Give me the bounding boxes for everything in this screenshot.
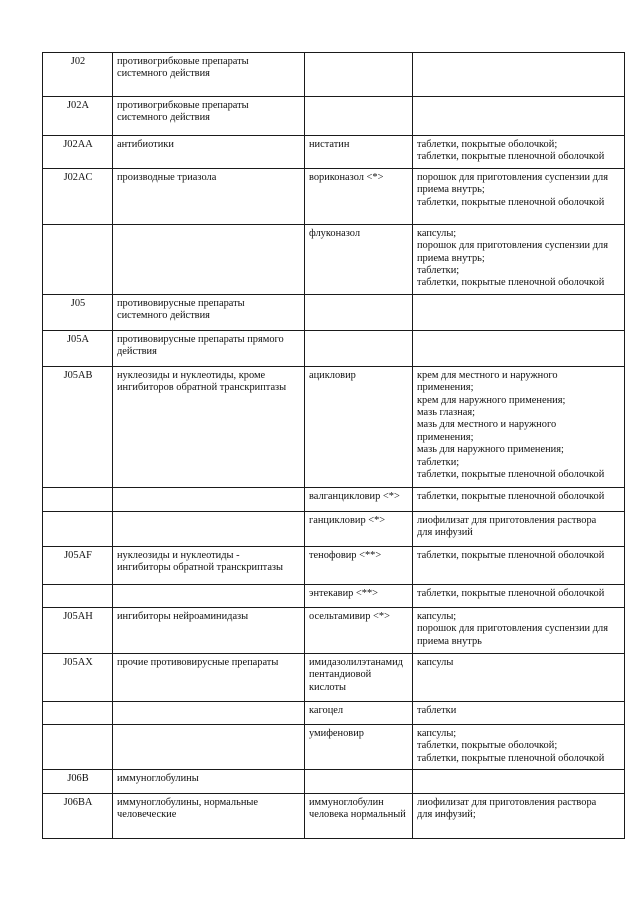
cell-text-line: ингибиторов обратной транскриптазы [117, 382, 287, 394]
cell-text-line: лиофилизат для приготовления раствора [417, 514, 597, 526]
cell-text-line: порошок для приготовления суспензии для [417, 171, 608, 183]
cell-text-line: таблетки, покрытые оболочкой; [417, 139, 558, 150]
cell-dosage-forms [413, 97, 625, 136]
cell-drug-name [305, 136, 413, 169]
table-row [43, 701, 625, 724]
table-row [43, 770, 625, 794]
cell-text-line: применения; [417, 382, 474, 394]
cell-atc-code [43, 511, 113, 546]
cell-dosage-forms [413, 294, 625, 330]
table-row [43, 294, 625, 330]
cell-anatomical-group [113, 770, 305, 794]
cell-drug-name [305, 546, 413, 584]
cell-atc-code: J05AF [43, 546, 113, 584]
cell-text-line: мазь глазная; [417, 407, 476, 419]
cell-text-line: приема внутрь [417, 635, 482, 647]
cell-text-line: таблетки; [417, 265, 460, 277]
cell-text-line: вориконазол <*> [309, 171, 384, 183]
cell-text-line: нуклеозиды и нуклеотиды - [117, 549, 240, 561]
cell-text-line: противовирусные препараты прямого [117, 333, 284, 345]
cell-text-line: противогрибковые препараты [117, 100, 249, 111]
cell-atc-code: J06BA [43, 794, 113, 839]
cell-text-line: таблетки, покрытые пленочной оболочкой [417, 549, 605, 561]
cell-text-line: таблетки, покрытые пленочной оболочкой [417, 752, 605, 764]
cell-text-line: ацикловир [309, 369, 356, 381]
cell-text-line: приема внутрь; [417, 252, 485, 264]
cell-text-line: нистатин [309, 139, 350, 150]
cell-atc-code: J02 [43, 53, 113, 97]
cell-text-line: таблетки, покрытые оболочкой; [417, 740, 558, 752]
cell-text-line: применения; [417, 431, 474, 443]
cell-text-line: противогрибковые препараты [117, 56, 249, 67]
cell-anatomical-group [113, 294, 305, 330]
cell-text-line: осельтамивир <*> [309, 610, 390, 622]
cell-text-line: имидазолилэтанамид [309, 656, 403, 668]
cell-text-line: мазь для местного и наружного [417, 419, 557, 431]
cell-drug-name [305, 724, 413, 769]
cell-dosage-forms [413, 330, 625, 366]
cell-text-line: мазь для наружного применения; [417, 444, 564, 456]
cell-anatomical-group [113, 224, 305, 294]
cell-text-line: капсулы; [417, 727, 457, 739]
table-row [43, 136, 625, 169]
cell-drug-name [305, 770, 413, 794]
table-row [43, 97, 625, 136]
cell-text-line: иммуноглобулин [309, 797, 384, 809]
cell-text-line: пентандиовой [309, 669, 372, 681]
cell-dosage-forms [413, 701, 625, 724]
cell-drug-name [305, 607, 413, 653]
cell-text-line: для инфузий [417, 527, 473, 539]
cell-drug-name [305, 294, 413, 330]
cell-text-line: антибиотики [117, 139, 174, 150]
cell-atc-code: J02AC [43, 168, 113, 224]
cell-atc-code: J02AA [43, 136, 113, 169]
cell-drug-name [305, 97, 413, 136]
cell-anatomical-group [113, 136, 305, 169]
table-row [43, 487, 625, 511]
cell-drug-name [305, 584, 413, 607]
cell-dosage-forms [413, 136, 625, 169]
cell-dosage-forms [413, 224, 625, 294]
table-row [43, 53, 625, 97]
cell-dosage-forms [413, 366, 625, 487]
cell-text-line: противовирусные препараты [117, 297, 245, 309]
cell-text-line: порошок для приготовления суспензии для [417, 623, 608, 635]
cell-text-line: приема внутрь; [417, 184, 485, 196]
cell-text-line: производные триазола [117, 171, 217, 183]
cell-text-line: прочие противовирусные препараты [117, 656, 279, 668]
cell-text-line: кислоты [309, 681, 346, 693]
cell-atc-code: J02A [43, 97, 113, 136]
cell-text-line: порошок для приготовления суспензии для [417, 240, 608, 252]
cell-atc-code: J05AB [43, 366, 113, 487]
cell-dosage-forms [413, 653, 625, 701]
cell-text-line: флуконазол [309, 227, 361, 239]
cell-text-line: для инфузий; [417, 809, 476, 821]
cell-text-line: капсулы [417, 656, 454, 668]
table-row [43, 607, 625, 653]
cell-text-line: капсулы; [417, 227, 457, 239]
cell-text-line: энтекавир <**> [309, 587, 379, 599]
cell-atc-code [43, 701, 113, 724]
cell-text-line: нуклеозиды и нуклеотиды, кроме [117, 369, 266, 381]
cell-atc-code: J06B [43, 770, 113, 794]
cell-text-line: таблетки, покрытые пленочной оболочкой [417, 196, 605, 208]
cell-anatomical-group [113, 97, 305, 136]
cell-anatomical-group [113, 546, 305, 584]
cell-anatomical-group [113, 701, 305, 724]
cell-atc-code: J05A [43, 330, 113, 366]
table-row [43, 546, 625, 584]
cell-anatomical-group [113, 487, 305, 511]
cell-anatomical-group [113, 607, 305, 653]
cell-text-line: ингибиторы нейроаминидазы [117, 610, 249, 622]
cell-text-line: таблетки, покрытые пленочной оболочкой [417, 587, 605, 599]
cell-text-line: крем для местного и наружного [417, 369, 558, 381]
cell-anatomical-group [113, 653, 305, 701]
cell-text-line: таблетки, покрытые пленочной оболочкой [417, 490, 605, 502]
cell-dosage-forms [413, 794, 625, 839]
cell-atc-code [43, 224, 113, 294]
cell-text-line: валганцикловир <*> [309, 490, 400, 502]
table-row [43, 330, 625, 366]
cell-drug-name [305, 224, 413, 294]
drug-table [42, 52, 625, 839]
cell-text-line: таблетки; [417, 456, 460, 468]
cell-text-line: таблетки, покрытые пленочной оболочкой [417, 277, 605, 289]
table-row [43, 366, 625, 487]
cell-atc-code: J05AH [43, 607, 113, 653]
cell-text-line: умифеновир [309, 727, 364, 739]
cell-atc-code: J05AX [43, 653, 113, 701]
cell-dosage-forms [413, 511, 625, 546]
table-row [43, 724, 625, 769]
cell-text-line: системного действия [117, 68, 210, 80]
cell-atc-code: J05 [43, 294, 113, 330]
cell-drug-name [305, 366, 413, 487]
cell-anatomical-group [113, 794, 305, 839]
table-row [43, 584, 625, 607]
cell-drug-name [305, 653, 413, 701]
cell-atc-code [43, 724, 113, 769]
cell-text-line: иммуноглобулины [117, 773, 199, 785]
table-row [43, 224, 625, 294]
cell-text-line: таблетки, покрытые пленочной оболочкой [417, 469, 605, 481]
table-row [43, 794, 625, 839]
cell-dosage-forms [413, 168, 625, 224]
cell-text-line: иммуноглобулины, нормальные [117, 797, 258, 809]
cell-text-line: человека нормальный [309, 809, 406, 821]
cell-text-line: таблетки, покрытые пленочной оболочкой [417, 151, 605, 163]
cell-drug-name [305, 168, 413, 224]
cell-dosage-forms [413, 584, 625, 607]
cell-drug-name [305, 330, 413, 366]
cell-anatomical-group [113, 330, 305, 366]
cell-anatomical-group [113, 366, 305, 487]
cell-text-line: крем для наружного применения; [417, 394, 566, 406]
cell-anatomical-group [113, 724, 305, 769]
cell-dosage-forms [413, 53, 625, 97]
table-row [43, 511, 625, 546]
cell-text-line: таблетки [417, 704, 457, 716]
cell-text-line: кагоцел [309, 704, 344, 716]
cell-anatomical-group [113, 53, 305, 97]
cell-dosage-forms [413, 770, 625, 794]
cell-drug-name [305, 701, 413, 724]
cell-drug-name [305, 794, 413, 839]
cell-dosage-forms [413, 487, 625, 511]
cell-anatomical-group [113, 168, 305, 224]
cell-drug-name [305, 511, 413, 546]
cell-dosage-forms [413, 724, 625, 769]
cell-text-line: действия [117, 346, 157, 358]
cell-text-line: системного действия [117, 310, 210, 322]
cell-dosage-forms [413, 607, 625, 653]
cell-text-line: системного действия [117, 112, 210, 124]
cell-drug-name [305, 487, 413, 511]
cell-text-line: капсулы; [417, 610, 457, 622]
cell-text-line: тенофовир <**> [309, 549, 382, 561]
cell-drug-name [305, 53, 413, 97]
cell-atc-code [43, 487, 113, 511]
table-row [43, 653, 625, 701]
cell-text-line: лиофилизат для приготовления раствора [417, 797, 597, 809]
cell-anatomical-group [113, 584, 305, 607]
cell-text-line: ганцикловир <*> [309, 514, 386, 526]
table-row [43, 168, 625, 224]
cell-atc-code [43, 584, 113, 607]
table-body [43, 53, 625, 839]
cell-dosage-forms [413, 546, 625, 584]
cell-text-line: ингибиторы обратной транскриптазы [117, 562, 284, 574]
cell-text-line: человеческие [117, 809, 177, 821]
cell-anatomical-group [113, 511, 305, 546]
